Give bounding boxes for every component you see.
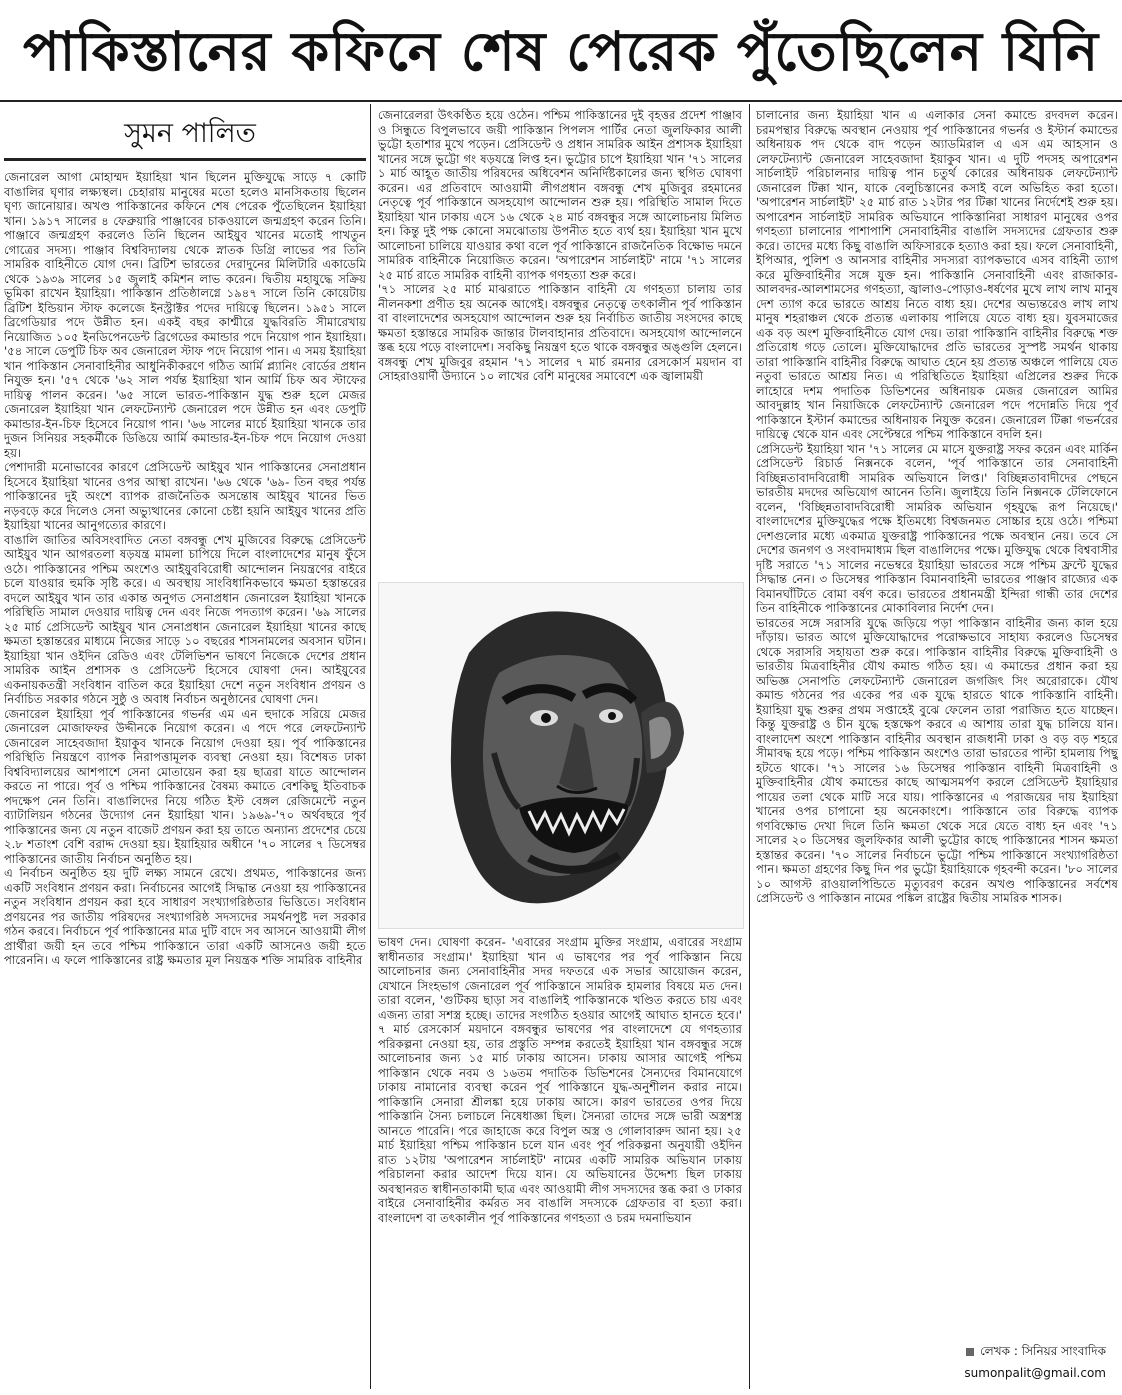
article-column-3 [756,108,1118,1336]
paragraph: ভারতের সঙ্গে সরাসরি যুদ্ধে জড়িয়ে পড়া পাকিস্তান বাহিনীর জন্য কাল হয়ে দাঁড়ায়। ভারত আগে মুক্তিযোদ্ধাদের পরোক্ষভাবে সাহায্য করলেও ডিসেম্বর থেকে সরাসরি সহায়তা শুরু করে। পাকিস্তান বাহিনীর বিরুদ্ধে মুক্তিবাহিনী ও ভারতীয় মিত্রবাহিনীর যৌথ কমান্ড গঠিত হয়। এ কমান্ডের প্রধান করা হয় অভিজ্ঞ সেনাপতি লেফটেন্যান্ট জেনারেল জগজিৎ সিং অরোরাকে। যৌথ কমান্ড গঠনের পর একের পর এক যুদ্ধে হারতে থাকে পাকিস্তানি বাহিনী। ইয়াহিয়া যুদ্ধ শুরুর প্রথম সপ্তাহেই বুঝে ফেলেন তারা পরাজিত হতে যাচ্ছেন। কিন্তু যুক্তরাষ্ট্র ও চীন যুদ্ধে হস্তক্ষেপ করবে এ আশায় তারা যুদ্ধ চালিয়ে যান। বাংলাদেশ অংশে পাকিস্তান বাহিনীর অবস্থান রাজধানী ঢাকা ও বড় বড় শহরে সীমাবদ্ধ হয়ে পড়ে। পশ্চিম পাকিস্তান অংশেও তারা ভারতের পাল্টা হামলায় পিছু হটতে থাকে। '৭১ সালের ১৬ ডিসেম্বর পাকিস্তান বাহিনী মিত্রবাহিনী ও মুক্তিবাহিনীর যৌথ কমান্ডের কাছে আত্মসমর্পণ করলে প্রেসিডেন্ট ইয়াহিয়ার পায়ের তলা থেকে মাটি সরে যায়। পাকিস্তানের এ পরাজয়ের দায় ইয়াহিয়া খানের ওপর চাপানো হয় অনেকাংশে। পাকিস্তানে তার বিরুদ্ধে ব্যাপক গণবিক্ষোভ দেখা দিলে তিনি ক্ষমতা থেকে সরে যেতে বাধ্য হন এবং '৭১ সালের ২০ ডিসেম্বর জুলফিকার আলী ভুট্টোর কাছে পাকিস্তানের শাসন ক্ষমতা হস্তান্তর করেন। '৭০ সালের নির্বাচনে ভুট্টো পশ্চিম পাকিস্তানে সংখ্যাগরিষ্ঠতা পান। ক্ষমতা গ্রহণের কিছু দিন পর ভুট্টো ইয়াহিয়াকে গৃহবন্দী করেন। '৮০ সালের ১০ আগস্ট রাওয়ালপিন্ডিতে মৃত্যুবরণ করেন অখণ্ড পাকিস্তানের সর্বশেষ প্রেসিডেন্ট ও পাকিস্তান নামের পঙ্কিল রাষ্ট্রের দ্বিতীয় সামরিক শাসক। [756,615,1118,905]
author-label-row [964,1340,1106,1362]
byline: সুমন পালিত [124,118,256,149]
column-divider [370,104,371,1389]
paragraph: জেনারেল ইয়াহিয়া পূর্ব পাকিস্তানের গভর্নর এম এন হুদাকে সরিয়ে মেজর জেনারেল মোজাফফর উদ্দীনকে নিয়োগ করেন। এ পদে পরে লেফটেন্যান্ট জেনারেল সাহেবজাদা ইয়াকুব খানকে নিয়োগ দেওয়া হয়। পূর্ব পাকিস্তানের পরিস্থিতি নিয়ন্ত্রণে ব্যাপক নিরাপত্তামূলক ব্যবস্থা নেওয়া হয়। বিশেষত ঢাকা বিশ্ববিদ্যালয়ের আশপাশে সেনা মোতায়েন করা হয় ছাত্ররা যাতে আন্দোলন করতে না পারে। পূর্ব ও পশ্চিম পাকিস্তানের বৈষম্য কমাতে বেশকিছু ইতিবাচক পদক্ষেপ নেন তিনি। বাঙালিদের নিয়ে গঠিত ইস্ট বেঙ্গল রেজিমেন্টে নতুন ব্যাটালিয়ন গঠনের উদ্যোগ নেন ইয়াহিয়া খান। ১৯৬৯-'৭০ অর্থবছরে পূর্ব পাকিস্তানের জন্য যে নতুন বাজেট প্রণয়ন করা হয় তাতে অন্যান্য প্রদেশের চেয়ে ২.৮ শতাংশ বেশি বরাদ্দ দেওয়া হয়। ইয়াহিয়ার অধীনে '৭০ সালের ৭ ডিসেম্বর পাকিস্তানের জাতীয় নির্বাচন অনুষ্ঠিত হয়। [4,706,366,866]
author-email: sumonpalit@gmail.com [964,1366,1106,1380]
paragraph: জেনারেলরা উৎকণ্ঠিত হয়ে ওঠেন। পশ্চিম পাকিস্তানের দুই বৃহত্তর প্রদেশ পাঞ্জাব ও সিন্ধুতে বিপুলভাবে জয়ী পাকিস্তান পিপলস পার্টির নেতা জুলফিকার আলী ভুট্টো হতাশার মুখে পড়েন। প্রেসিডেন্ট ও প্রধান সামরিক আইন প্রশাসক ইয়াহিয়া খানের সঙ্গে ভুট্টো গং ষড়যন্ত্রে লিপ্ত হন। ভুট্টোর চাপে ইয়াহিয়া খান '৭১ সালের ১ মার্চ আহূত জাতীয় পরিষদের অধিবেশন অনির্দিষ্টকালের জন্য স্থগিত ঘোষণা করেন। এর প্রতিবাদে আওয়ামী লীগপ্রধান বঙ্গবন্ধু শেখ মুজিবুর রহমানের নেতৃত্বে পূর্ব পাকিস্তানে অসহযোগ আন্দোলন শুরু হয়। পরিস্থিতি সামাল দিতে ইয়াহিয়া খান ঢাকায় এসে ১৬ থেকে ২৪ মার্চ বঙ্গবন্ধুর সঙ্গে আলোচনায় মিলিত হন। কিন্তু দুই পক্ষ কোনো সমঝোতায় উপনীত হতে ব্যর্থ হয়। ইয়াহিয়া খান মুখে আলোচনা চালিয়ে যাওয়ার কথা বলে পূর্ব পাকিস্তানে রাজনৈতিক বিক্ষোভ দমনে সামরিক বাহিনীকে নিয়োজিত করেন। 'অপারেশন সার্চলাইট' নামে '৭১ সালের ২৫ মার্চ রাতে সামরিক বাহিনী ব্যাপক গণহত্যা শুরু করে। [378,108,742,282]
article-column-1 [4,170,366,1390]
paragraph: এ নির্বাচন অনুষ্ঠিত হয় দুটি লক্ষ্য সামনে রেখে। প্রথমত, পাকিস্তানের জন্য একটি সংবিধান প্রণয়ন করা। নির্বাচনের আগেই সিদ্ধান্ত নেওয়া হয় পাকিস্তানের নতুন সংবিধান প্রণয়ন করা হবে সাধারণ সংখ্যাগরিষ্ঠতার ভিত্তিতে। সংবিধান প্রণয়নের পর জাতীয় পরিষদের সংখ্যাগরিষ্ঠ সদস্যদের সমর্থনপুষ্ট দল সরকার গঠন করবে। নির্বাচনে পূর্ব পাকিস্তানের মাত্র দুটি বাদে সব আসনে আওয়ামী লীগ প্রার্থীরা জয়ী হন তবে পশ্চিম পাকিস্তানে তারা একটি আসনেও জয়ী হতে পারেননি। এ ফলে পাকিস্তানের রাষ্ট্র ক্ষমতার মূল নিয়ন্ত্রক শক্তি সামরিক বাহিনীর [4,866,366,967]
yahya-khan-caricature [378,582,744,929]
column-divider [749,104,750,1389]
article-column-2-bottom [378,935,742,1390]
article-column-2-top [378,108,742,576]
byline-rule [4,158,366,161]
author-label: লেখক : সিনিয়র সাংবাদিক [979,1344,1106,1358]
paragraph: ভাষণ দেন। ঘোষণা করেন- 'এবারের সংগ্রাম মুক্তির সংগ্রাম, এবারের সংগ্রাম স্বাধীনতার সংগ্রাম।' ইয়াহিয়া খান এ ভাষণের পর পূর্ব পাকিস্তান নিয়ে আলোচনার জন্য সেনাবাহিনীর সদর দফতরে এক সভার আয়োজন করেন, যেখানে সিংহভাগ জেনারেল পূর্ব পাকিস্তানে সামরিক হামলার বিষয়ে মত দেন। তারা বলেন, 'গুটিকয় ছাড়া সব বাঙালিই পাকিস্তানকে খণ্ডিত করতে চায় এবং এজন্য তারা সশস্ত্র হচ্ছে। তাদের সংগঠিত হওয়ার আগেই আঘাত হানতে হবে।' ৭ মার্চ রেসকোর্স ময়দানে বঙ্গবন্ধুর ভাষণের পর বাংলাদেশে যে গণহত্যার পরিকল্পনা নেওয়া হয়, তার প্রস্তুতি সম্পন্ন করতেই ইয়াহিয়া খান বঙ্গবন্ধুর সঙ্গে আলোচনার জন্য ১৫ মার্চ ঢাকায় আসেন। ঢাকায় আসার আগেই পশ্চিম পাকিস্তান থেকে নবম ও ১৬তম পদাতিক ডিভিশনের সৈন্যদের বিমানযোগে ঢাকায় নামানোর ব্যবস্থা করেন পূর্ব পাকিস্তানে যুদ্ধ-অনুশীলন করার নামে। পাকিস্তানি সেনারা শ্রীলঙ্কা হয়ে ঢাকায় আসে। কারণ ভারতের ওপর দিয়ে পাকিস্তানি সৈন্য চলাচলে নিষেধাজ্ঞা ছিল। সৈন্যরা তাদের সঙ্গে ভারী অস্ত্রশস্ত্র আনতে পারেনি। পরে জাহাজে করে বিপুল অস্ত্র ও গোলাবারুদ আনা হয়। ২৫ মার্চ ইয়াহিয়া পশ্চিম পাকিস্তান চলে যান এবং পূর্ব পরিকল্পনা অনুযায়ী ওইদিন রাত ১২টায় 'অপারেশন সার্চলাইট' নামের একটি সামরিক অভিযান ঢাকায় পরিচালনা করার আদেশ দিয়ে যান। যে অভিযানের উদ্দেশ্য ছিল ঢাকায় অবস্থানরত স্বাধীনতাকামী ছাত্র এবং আওয়ামী লীগ সদস্যদের স্তব্ধ করা ও ঢাকার বাইরে সেনাবাহিনীর কর্মরত সব বাঙালি সদস্যকে গ্রেফতার বা হত্যা করা। বাংলাদেশ বা তৎকালীন পূর্ব পাকিস্তানের গণহত্যা ও চরম দমনাভিযান [378,935,742,1225]
paragraph: জেনারেল আগা মোহাম্মদ ইয়াহিয়া খান ছিলেন মুক্তিযুদ্ধে সাড়ে ৭ কোটি বাঙালির ঘৃণার লক্ষ্যস্থল। চেহারায় মানুষের মতো হলেও মানসিকতায় ছিলেন ঘৃণ্য জানোয়ার। অখণ্ড পাকিস্তানের কফিনে শেষ পেরেক পুঁতেছিলেন ইয়াহিয়া খান। ১৯১৭ সালের ৪ ফেব্রুয়ারি পাঞ্জাবের চাকওয়ালে জন্মগ্রহণ করেন তিনি। পাঞ্জাবে জন্মগ্রহণ করলেও তিনি ছিলেন আইয়ুব খানের মতোই পাখতুন গোত্রের সদস্য। পাঞ্জাব বিশ্ববিদ্যালয় থেকে স্নাতক ডিগ্রি লাভের পর তিনি সামরিক বাহিনীতে যোগ দেন। ব্রিটিশ ভারতের দেরাদুনের মিলিটারি একাডেমি থেকে ১৯৩৯ সালের ১৫ জুলাই কমিশন লাভ করেন। দ্বিতীয় মহাযুদ্ধে সক্রিয় ভূমিকা রাখেন ইয়াহিয়া। পাকিস্তান প্রতিষ্ঠালগ্নে ১৯৪৭ সালে তিনি কোয়েটায় ব্রিটিশ ইন্ডিয়ান স্টাফ কলেজে ইনস্ট্রাক্টর পদের দায়িত্বে ছিলেন। ১৯৫১ সালে ব্রিগেডিয়ার পদে উন্নীত হন। একই বছর কাশ্মীরে যুদ্ধবিরতি সীমারেখায় নিয়োজিত ১০৫ ইনডিপেনডেন্ট ব্রিগেডের কমান্ডার পদে নিয়োগ পান ইয়াহিয়া। '৫৪ সালে ডেপুটি চিফ অব জেনারেল স্টাফ পদে নিয়োগ পান। এ সময় ইয়াহিয়া খান পাকিস্তান সেনাবাহিনীর আধুনিকীকরণে গঠিত আর্মি প্ল্যানিং বোর্ডের প্রধান নিযুক্ত হন। '৫৭ থেকে '৬২ সাল পর্যন্ত ইয়াহিয়া খান আর্মি চিফ অব স্টাফের দায়িত্ব পালন করেন। '৬৫ সালে ভারত-পাকিস্তান যুদ্ধ শুরু হলে মেজর জেনারেল ইয়াহিয়া খান লেফটেন্যান্ট জেনারেল পদে উন্নীত হন এবং ডেপুটি কমান্ডার-ইন-চিফ হিসেবে নিয়োগ পান। '৬৬ সালের মার্চে ইয়াহিয়া খানকে তার দুজন সিনিয়র সহকর্মীকে ডিঙিয়ে আর্মি কমান্ডার-ইন-চিফ পদে নিয়োগ দেওয়া হয়। [4,170,366,460]
paragraph: '৭১ সালের ২৫ মার্চ মাঝরাতে পাকিস্তান বাহিনী যে গণহত্যা চালায় তার নীলনকশা প্রণীত হয় অনেক আগেই। বঙ্গবন্ধুর নেতৃত্বে তৎকালীন পূর্ব পাকিস্তান বা বাংলাদেশের অসহযোগ আন্দোলন শুরু হয় নির্বাচিত জাতীয় সংসদের কাছে ক্ষমতা হস্তান্তরে সামরিক জান্তার টালবাহানার প্রতিবাদে। অসহযোগ আন্দোলনে স্তব্ধ হয়ে পড়ে বাংলাদেশ। সবকিছু নিয়ন্ত্রণ হতে থাকে বঙ্গবন্ধুর অঙ্গুলি হেলনে। বঙ্গবন্ধু শেখ মুজিবুর রহমান '৭১ সালের ৭ মার্চ রমনার রেসকোর্স ময়দান বা সোহরাওয়ার্দী উদ্যানে ১০ লাখের বেশি মানুষের সমাবেশে এক জ্বালাময়ী [378,282,742,383]
paragraph: পেশাদারী মনোভাবের কারণে প্রেসিডেন্ট আইয়ুব খান পাকিস্তানের সেনাপ্রধান হিসেবে ইয়াহিয়া খানের ওপর আস্থা রাখেন। '৬৬ থেকে '৬৯- তিন বছর পর্যন্ত পাকিস্তানের দুই অংশে ব্যাপক রাজনৈতিক অসন্তোষ আইয়ুব খানের ভিত নড়বড়ে করে দিলেও সেনা অভ্যুত্থানের কোনো চেষ্টা হয়নি আইয়ুব খানের প্রতি ইয়াহিয়া খানের আনুগত্যের কারণে। [4,460,366,532]
paragraph: চালানোর জন্য ইয়াহিয়া খান এ এলাকার সেনা কমান্ডে রদবদল করেন। চরমপন্থার বিরুদ্ধে অবস্থান নেওয়ায় পূর্ব পাকিস্তানের গভর্নর ও ইস্টার্ন কমান্ডের অধিনায়ক পদ থেকে বাদ পড়েন অ্যাডমিরাল এ এস এম আহসান ও লেফটেন্যান্ট জেনারেল সাহেবজাদা ইয়াকুব খান। এ দুটি পদসহ অপারেশন সার্চলাইট পরিচালনার দায়িত্ব পান চতুর্থ কোরের অধিনায়ক লেফটেন্যান্ট জেনারেল টিক্কা খান, যাকে বেলুচিস্তানের কসাই বলে অভিহিত করা হতো। 'অপারেশন সার্চলাইট' ২৫ মার্চ রাত ১২টার পর টিক্কা খানের নির্দেশেই শুরু হয়। অপারেশন সার্চলাইট সামরিক অভিযানে পাকিস্তানিরা সাধারণ মানুষের ওপর গণহত্যা চালানোর পাশাপাশি সেনাবাহিনীর বাঙালি সদস্যদের গ্রেফতার শুরু করে। তাদের মধ্যে কিছু বাঙালি অফিসারকে হত্যাও করা হয়। ফলে সেনাবাহিনী, ইপিআর, পুলিশ ও আনসার বাহিনীর সদস্যরা ব্যাপকভাবে এসব বাহিনী ত্যাগ করে মুক্তিবাহিনীর সঙ্গে যুক্ত হন। পাকিস্তানি সেনাবাহিনী এবং রাজাকার-আলবদর-আলশামসের গণহত্যা, জ্বালাও-পোড়াও-ধর্ষণের মুখে লাখ লাখ মানুষ দেশ ত্যাগ করে ভারতে আশ্রয় নিতে বাধ্য হয়। দেশের অভ্যন্তরেও লাখ লাখ মানুষ শহরাঞ্চল থেকে প্রত্যন্ত এলাকায় পালিয়ে যেতে বাধ্য হয়। যুবসমাজের এক বড় অংশ মুক্তিবাহিনীতে যোগ দেয়। তারা পাকিস্তানি বাহিনীর বিরুদ্ধে শক্ত প্রতিরোধ গড়ে তোলে। মুক্তিযোদ্ধাদের প্রতি ভারতের সুস্পষ্ট সমর্থন থাকায় তারা পাকিস্তানি বাহিনীর বিরুদ্ধে আঘাত হেনে হয় প্রত্যন্ত অঞ্চলে পালিয়ে যেত নতুবা ভারতে আশ্রয় নিত। এ পরিস্থিতিতে ইয়াহিয়া এপ্রিলের শুরুর দিকে লাহোরে দশম পদাতিক ডিভিশনের অধিনায়ক মেজর জেনারেল আমির আবদুল্লাহ খান নিয়াজিকে লেফটেন্যান্ট জেনারেল পদে পদোন্নতি দিয়ে পূর্ব পাকিস্তানে ইস্টার্ন কমান্ডের অধিনায়ক নিযুক্ত করেন। জেনারেল টিক্কা গভর্নরের দায়িত্বে থেকে যান এবং সেপ্টেম্বরে পশ্চিম পাকিস্তানে বদলি হন। [756,108,1118,441]
author-info [964,1340,1106,1384]
headline: পাকিস্তানের কফিনে শেষ পেরেক পুঁতেছিলেন যিনি [22,20,1100,83]
paragraph: বাঙালি জাতির অবিসংবাদিত নেতা বঙ্গবন্ধু শেখ মুজিবের বিরুদ্ধে প্রেসিডেন্ট আইয়ুব খান আগরতলা ষড়যন্ত্র মামলা চাপিয়ে দিলে বাংলাদেশের মানুষ ফুঁসে ওঠে। পাকিস্তানের পশ্চিম অংশেও আইয়ুববিরোধী আন্দোলন নিয়ন্ত্রণের বাইরে চলে যাওয়ার হুমকি সৃষ্টি করে। এ অবস্থায় সাংবিধানিকভাবে ক্ষমতা হস্তান্তরের বদলে আইয়ুব খান তার একান্ত অনুগত সেনাপ্রধান জেনারেল ইয়াহিয়া খানকে পরিস্থিতি সামাল দেওয়ার দায়িত্ব দেন এবং নিজে পদত্যাগ করেন। '৬৯ সালের ২৫ মার্চ প্রেসিডেন্ট আইয়ুব খান সেনাপ্রধান জেনারেল ইয়াহিয়া খানের কাছে ক্ষমতা হস্তান্তরের মাধ্যমে নিজের সাড়ে ১০ বছরের শাসনামলের অবসান ঘটান। ইয়াহিয়া খান ওইদিন রেডিও এবং টেলিভিশন ভাষণে নিজেকে দেশের প্রধান সামরিক আইন প্রশাসক ও প্রেসিডেন্ট হিসেবে ঘোষণা দেন। আইয়ুবের একনায়কতন্ত্রী সংবিধান বাতিল করে ইয়াহিয়া দেশে নতুন সংবিধান প্রণয়ন ও নির্বাচিত সরকার গঠনে সুষ্ঠু ও অবাধ নির্বাচন অনুষ্ঠানের ঘোষণা দেন। [4,532,366,706]
square-bullet-icon [966,1348,974,1356]
headline-rule [0,100,1122,102]
paragraph: প্রেসিডেন্ট ইয়াহিয়া খান '৭১ সালের মে মাসে যুক্তরাষ্ট্র সফর করেন এবং মার্কিন প্রেসিডেন্ট রিচার্ড নিক্সনকে বলেন, 'পূর্ব পাকিস্তানে তার সেনাবাহিনী বিচ্ছিন্নতাবাদবিরোধী সামরিক অভিযানে লিপ্ত।' বিচ্ছিন্নতাবাদীদের পেছনে ভারতীয় মদদের অভিযোগ আনেন তিনি। জুলাইয়ে তিনি নিক্সনকে টেলিফোনে বলেন, 'বিচ্ছিন্নতাবাদবিরোধী সামরিক অভিযান গৃহযুদ্ধে রূপ নিয়েছে।' বাংলাদেশের মুক্তিযুদ্ধের পক্ষে ইতিমধ্যে বিশ্বজনমত সোচ্চার হয়ে ওঠে। পশ্চিমা দেশগুলোর মধ্যে একমাত্র যুক্তরাষ্ট্র পাকিস্তানের পক্ষে অবস্থান নেয়। তবে সে দেশের জনগণ ও সংবাদমাধ্যম ছিল বাঙালিদের পক্ষে। মুক্তিযুদ্ধ থেকে বিশ্ববাসীর দৃষ্টি সরাতে '৭১ সালের নভেম্বরে ইয়াহিয়া ভারতের সঙ্গে পশ্চিম ফ্রন্টে যুদ্ধের সিদ্ধান্ত নেন। ৩ ডিসেম্বর পাকিস্তান বিমানবাহিনী ভারতের পাঞ্জাব রাজ্যের এক বিমানঘাঁটিতে বোমা বর্ষণ করে। ভারতের প্রধানমন্ত্রী ইন্দিরা গান্ধী তার দেশের তিন বাহিনীকে পাকিস্তানের মোকাবিলার নির্দেশ দেন। [756,441,1118,615]
caricature-illustration [379,583,743,928]
